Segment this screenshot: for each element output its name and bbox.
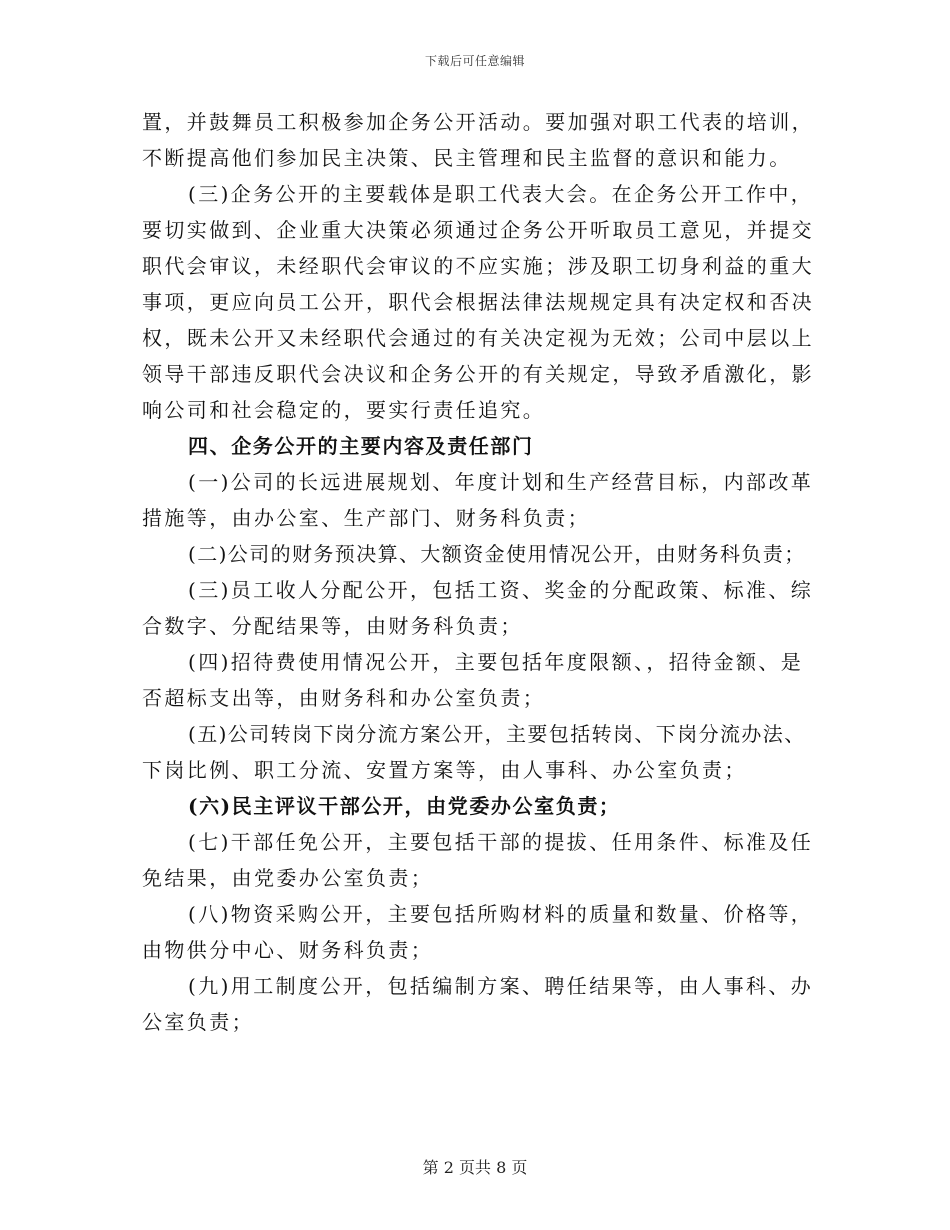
page-number: 第 2 页共 8 页 [422,1158,528,1177]
bold-paragraph-line: (六)民主评议干部公开，由党委办公室负责； [188,794,621,818]
paragraph-line: (四)招待费使用情况公开，主要包括年度限额、，招待金额、是 [188,650,804,674]
document-body [142,104,812,1040]
paragraph-line: 措施等，由办公室、生产部门、财务科负责； [142,506,590,530]
paragraph-line: 响公司和社会稳定的，要实行责任追究。 [142,398,546,422]
paragraph-line: 置，并鼓舞员工积极参加企务公开活动。要加强对职工代表的培训， [142,110,814,134]
page-header: 下载后可任意编辑 [424,54,525,68]
paragraph-line: 领导干部违反职代会决议和企务公开的有关规定，导致矛盾激化，影 [142,362,814,386]
paragraph-line: 公室负责； [142,1010,254,1034]
paragraph-line: (三)员工收人分配公开，包括工资、奖金的分配政策、标准、综 [188,578,814,602]
paragraph-line: (二)公司的财务预决算、大额资金使用情况公开，由财务科负责； [188,542,806,566]
paragraph-line: (五)公司转岗下岗分流方案公开，主要包括转岗、下岗分流办法、 [188,722,806,746]
paragraph-line: 不断提高他们参加民主决策、民主管理和民主监督的意识和能力。 [142,146,792,170]
paragraph-line: 要切实做到、企业重大决策必须通过企务公开听取员工意见，并提交 [142,218,814,242]
paragraph-line: (七)干部任免公开，主要包括干部的提拔、任用条件、标准及任 [188,830,814,854]
paragraph-line: 事项，更应向员工公开，职代会根据法律法规规定具有决定权和否决 [142,290,814,314]
paragraph-line: (九)用工制度公开，包括编制方案、聘任结果等，由人事科、办 [188,974,814,998]
paragraph-line: 由物供分中心、财务科负责； [142,938,434,962]
paragraph-line: (八)物资采购公开，主要包括所购材料的质量和数量、价格等， [188,902,814,926]
section-heading: 四、企务公开的主要内容及责任部门 [188,434,534,458]
paragraph-line: 职代会审议，未经职代会审议的不应实施；涉及职工切身利益的重大 [142,254,814,278]
paragraph-line: 权，既未公开又未经职代会通过的有关决定视为无效；公司中层以上 [142,326,814,350]
paragraph-line: 合数字、分配结果等，由财务科负责； [142,614,523,638]
paragraph-line: 免结果，由党委办公室负责； [142,866,434,890]
paragraph-line: (一)公司的长远进展规划、年度计划和生产经营目标，内部改革 [188,470,814,494]
paragraph-line: (三)企务公开的主要载体是职工代表大会。在企务公开工作中， [188,182,814,206]
paragraph-line: 下岗比例、职工分流、安置方案等，由人事科、办公室负责； [142,758,747,782]
paragraph-line: 否超标支出等，由财务科和办公室负责； [142,686,546,710]
